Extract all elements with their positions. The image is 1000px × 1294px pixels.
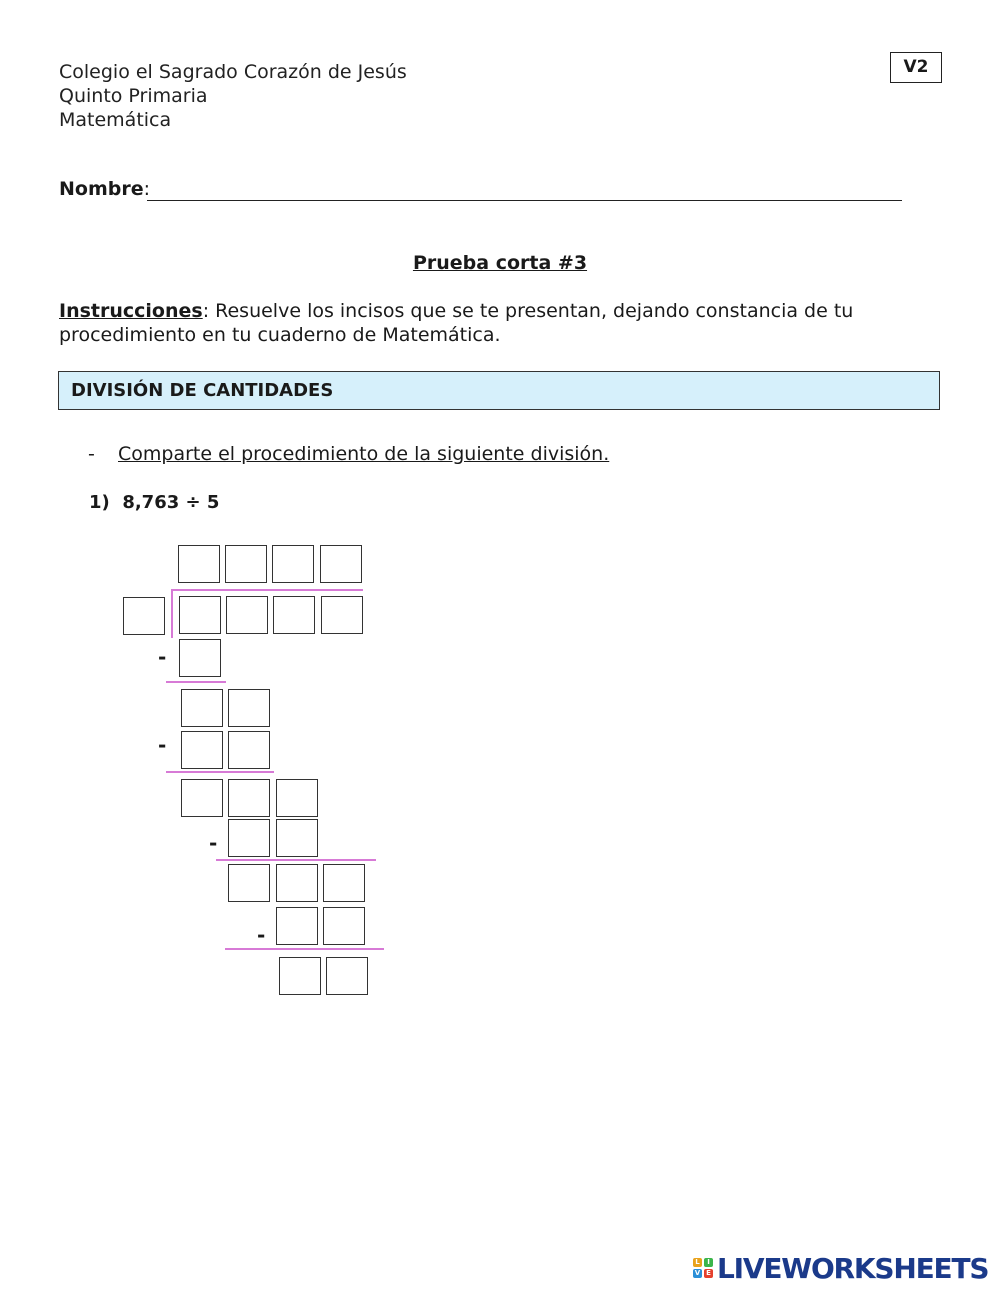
remainder-box-1b[interactable] [228, 689, 270, 727]
minus-sign-4: - [257, 923, 266, 947]
subtract-box-1a[interactable] [179, 639, 221, 677]
name-field-label: Nombre: [59, 178, 151, 200]
logo-square-v: V [694, 1269, 701, 1277]
name-input-line[interactable] [147, 200, 902, 201]
remainder-box-2b[interactable] [228, 779, 270, 817]
step-line-4 [225, 948, 384, 950]
dividend-box-2[interactable] [226, 596, 268, 634]
liveworksheets-logo [693, 1254, 990, 1284]
instructions [59, 299, 879, 347]
final-remainder-box-a[interactable] [279, 957, 321, 995]
subtract-box-3a[interactable] [228, 819, 270, 857]
logo-square-l: L [693, 1258, 702, 1267]
subject-label: Matemática [59, 109, 172, 131]
quotient-box-4[interactable] [320, 545, 362, 583]
instructions-label: Instrucciones [59, 300, 203, 322]
remainder-box-1a[interactable] [181, 689, 223, 727]
subtract-box-2b[interactable] [228, 731, 270, 769]
remainder-box-2a[interactable] [181, 779, 223, 817]
minus-sign-3: - [209, 831, 218, 855]
logo-text: LIVEWORKSHEETS [717, 1252, 989, 1285]
dividend-box-4[interactable] [321, 596, 363, 634]
remainder-box-3a[interactable] [228, 864, 270, 902]
dividend-box-1[interactable] [179, 596, 221, 634]
subtract-box-4b[interactable] [323, 907, 365, 945]
step-line-3 [216, 859, 376, 861]
final-remainder-box-b[interactable] [326, 957, 368, 995]
minus-sign-2: - [158, 733, 167, 757]
quotient-box-2[interactable] [225, 545, 267, 583]
minus-sign-1: - [158, 645, 167, 669]
step-line-1 [166, 681, 226, 683]
remainder-box-3c[interactable] [323, 864, 365, 902]
logo-square-i: I [704, 1258, 713, 1267]
problem-label: 1) 8,763 ÷ 5 [89, 492, 220, 513]
quotient-box-1[interactable] [178, 545, 220, 583]
section-header [58, 371, 940, 410]
division-bracket-top [171, 589, 363, 591]
task-text: Comparte el procedimiento de la siguiente división. [118, 443, 610, 465]
dividend-box-3[interactable] [273, 596, 315, 634]
grade-label: Quinto Primaria [59, 85, 208, 107]
version-badge: V2 [890, 52, 942, 83]
remainder-box-2c[interactable] [276, 779, 318, 817]
quotient-box-3[interactable] [272, 545, 314, 583]
division-bracket-side [171, 589, 173, 638]
page-title: Prueba corta #3 [412, 252, 588, 274]
subtract-box-2a[interactable] [181, 731, 223, 769]
step-line-2 [166, 771, 274, 773]
logo-square-e: E [704, 1269, 713, 1278]
subtract-box-4a[interactable] [276, 907, 318, 945]
remainder-box-3b[interactable] [276, 864, 318, 902]
section-title: DIVISIÓN DE CANTIDADES [71, 380, 334, 401]
task-bullet: - [88, 443, 95, 465]
school-name: Colegio el Sagrado Corazón de Jesús [59, 61, 407, 83]
instructions-text: : Resuelve los incisos que se te presentan, dejando constancia de tu procedimiento en tu cuaderno de Matemática. [59, 300, 854, 346]
divisor-box[interactable] [123, 597, 165, 635]
subtract-box-3b[interactable] [276, 819, 318, 857]
